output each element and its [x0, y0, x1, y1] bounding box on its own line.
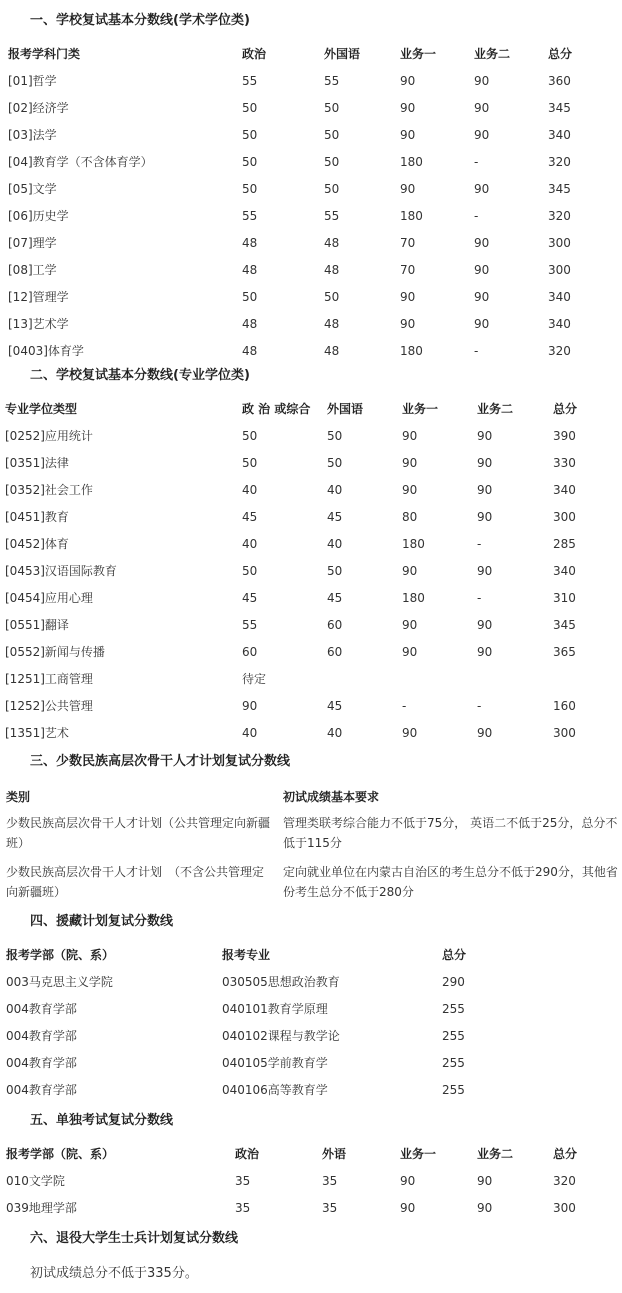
minority-row-1-requirement: 管理类联考综合能力不低于75分， 英语二不低于25分，总分不 低于115分 [283, 816, 618, 850]
header-cell: 业务一 [400, 1147, 437, 1161]
table-cell: [0351]法律 [5, 456, 69, 470]
table-header [0, 41, 622, 68]
table-header [0, 942, 622, 969]
table-cell: 90 [477, 618, 493, 632]
table-cell: 365 [553, 645, 576, 659]
table-cell: 55 [242, 74, 258, 88]
section-3-title: 三、少数民族高层次骨干人才计划复试分数线 [30, 754, 291, 769]
table-row [0, 230, 622, 257]
table-cell: 290 [442, 975, 465, 989]
table-cell: 55 [324, 209, 340, 223]
header-cell: 政 治 或综合 [242, 402, 311, 416]
table-cell: 48 [242, 344, 258, 358]
table-cell: [0551]翻译 [5, 618, 69, 632]
table-cell: 300 [553, 726, 576, 740]
table-cell: 50 [327, 564, 343, 578]
table-cell: 35 [235, 1201, 251, 1215]
table-cell: 180 [402, 537, 425, 551]
table-cell: 255 [442, 1056, 465, 1070]
table-cell: 90 [402, 456, 418, 470]
header-cell: 业务二 [477, 1147, 514, 1161]
header-cell: 总分 [548, 47, 573, 61]
section-5-title: 五、单独考试复试分数线 [30, 1113, 174, 1128]
table-cell: 90 [474, 74, 490, 88]
table-cell: 55 [242, 209, 258, 223]
header-cell: 业务二 [477, 402, 514, 416]
table-cell: 45 [327, 699, 343, 713]
table-cell: 70 [400, 263, 416, 277]
table-cell: 90 [400, 101, 416, 115]
minority-row-1-category: 少数民族高层次骨干人才计划（公共管理定向新疆 班） [6, 816, 271, 850]
table-cell: 340 [553, 483, 576, 497]
table-cell: 160 [553, 699, 576, 713]
minority-row-2-requirement: 定向就业单位在内蒙古自治区的考生总分不低于290分，其他省 份考生总分不低于280分 [283, 865, 618, 899]
table-row [0, 693, 622, 720]
table-cell: 40 [327, 537, 343, 551]
table-cell: 90 [474, 128, 490, 142]
section-4-title: 四、援藏计划复试分数线 [30, 914, 174, 929]
table-cell: 48 [324, 344, 340, 358]
table-cell: 55 [324, 74, 340, 88]
table-cell: 90 [474, 182, 490, 196]
table-cell: 90 [477, 510, 493, 524]
table-row [0, 558, 622, 585]
table-cell: 310 [553, 591, 576, 605]
table-cell: [04]教育学（不含体育学） [8, 155, 153, 169]
table-cell: 90 [400, 182, 416, 196]
table-cell: - [474, 155, 479, 169]
table-cell: 80 [402, 510, 418, 524]
table-cell: 45 [242, 510, 258, 524]
section-6-title: 六、退役大学生士兵计划复试分数线 [30, 1231, 239, 1246]
table-cell: [12]管理学 [8, 290, 69, 304]
table-cell: [1252]公共管理 [5, 699, 93, 713]
table-cell: 340 [548, 128, 571, 142]
header-cell: 外国语 [324, 47, 361, 61]
table-cell: 50 [324, 155, 340, 169]
header-cell: 报考专业 [222, 948, 271, 962]
table-cell: 300 [553, 1201, 576, 1215]
table-row [0, 666, 622, 693]
table-cell: 35 [322, 1174, 338, 1188]
table-cell: 300 [548, 236, 571, 250]
table-cell: 180 [400, 209, 423, 223]
header-cell: 专业学位类型 [5, 402, 78, 416]
header-category: 类别 [6, 790, 31, 804]
table-row [0, 1168, 622, 1195]
minority-row-2-category: 少数民族高层次骨干人才计划 （不含公共管理定 向新疆班） [6, 865, 265, 899]
table-row [0, 176, 622, 203]
table-cell: 50 [242, 182, 258, 196]
table-row [0, 149, 622, 176]
table-cell: 90 [477, 1201, 493, 1215]
table-cell: 40 [242, 537, 258, 551]
table-row [0, 284, 622, 311]
header-cell: 业务一 [402, 402, 439, 416]
table-cell: 90 [400, 317, 416, 331]
section-1-title: 一、学校复试基本分数线(学术学位类) [30, 13, 250, 28]
table-cell: 50 [327, 456, 343, 470]
table-cell: 待定 [242, 672, 267, 686]
table-cell: 90 [242, 699, 258, 713]
table-header [0, 396, 622, 423]
table-cell: 040102课程与教学论 [222, 1029, 340, 1043]
table-cell: 50 [242, 456, 258, 470]
table-cell: [0453]汉语国际教育 [5, 564, 117, 578]
table-cell: 040105学前教育学 [222, 1056, 328, 1070]
table-cell: [13]艺术学 [8, 317, 69, 331]
table-cell: 004教育学部 [6, 1056, 77, 1070]
table-cell: 50 [324, 290, 340, 304]
table-cell: 003马克思主义学院 [6, 975, 113, 989]
table-cell: 40 [242, 483, 258, 497]
table-cell: - [402, 699, 407, 713]
table-cell: 90 [477, 1174, 493, 1188]
table-cell: 010文学院 [6, 1174, 65, 1188]
table-cell: 039地理学部 [6, 1201, 77, 1215]
table-cell: [0552]新闻与传播 [5, 645, 105, 659]
table-row [0, 450, 622, 477]
table-cell: 90 [400, 74, 416, 88]
table-cell: [1251]工商管理 [5, 672, 93, 686]
table-row [0, 122, 622, 149]
table-cell: 48 [324, 236, 340, 250]
header-cell: 报考学科门类 [8, 47, 81, 61]
table-cell: 90 [400, 1174, 416, 1188]
table-row [0, 68, 622, 95]
table-cell: 320 [548, 155, 571, 169]
table-cell: 004教育学部 [6, 1002, 77, 1016]
table-cell: [0452]体育 [5, 537, 69, 551]
table-row [0, 1195, 622, 1222]
table-cell: 004教育学部 [6, 1029, 77, 1043]
table-cell: 48 [242, 317, 258, 331]
header-cell: 业务一 [400, 47, 437, 61]
header-cell: 政治 [235, 1147, 260, 1161]
table-row [0, 1077, 622, 1104]
table-cell: 90 [402, 645, 418, 659]
table-cell: 90 [400, 290, 416, 304]
table-row [0, 504, 622, 531]
header-cell: 外国语 [327, 402, 364, 416]
table-cell: 345 [553, 618, 576, 632]
table-cell: 50 [242, 290, 258, 304]
table-cell: 90 [474, 263, 490, 277]
header-cell: 总分 [553, 402, 578, 416]
table-cell: [0454]应用心理 [5, 591, 93, 605]
table-row [0, 477, 622, 504]
table-cell: 50 [242, 429, 258, 443]
table-cell: 360 [548, 74, 571, 88]
table-cell: 030505思想政治教育 [222, 975, 340, 989]
table-cell: [06]历史学 [8, 209, 69, 223]
table-cell: 40 [242, 726, 258, 740]
table-row [0, 423, 622, 450]
table-cell: 45 [327, 591, 343, 605]
table-cell: 90 [474, 101, 490, 115]
table-cell: [02]经济学 [8, 101, 69, 115]
table-cell: 60 [242, 645, 258, 659]
table-cell: 45 [242, 591, 258, 605]
table-cell: 330 [553, 456, 576, 470]
table-row [0, 311, 622, 338]
table-cell: 90 [402, 618, 418, 632]
table-cell: 70 [400, 236, 416, 250]
table-cell: 180 [400, 344, 423, 358]
table-cell: 320 [553, 1174, 576, 1188]
table-cell: 60 [327, 645, 343, 659]
table-cell: 390 [553, 429, 576, 443]
table-row [0, 203, 622, 230]
table-cell: 90 [477, 564, 493, 578]
table-cell: 340 [553, 564, 576, 578]
table-cell: 300 [548, 263, 571, 277]
table-cell: 50 [327, 429, 343, 443]
table-cell: - [477, 699, 482, 713]
table-cell: 55 [242, 618, 258, 632]
table-cell: 180 [402, 591, 425, 605]
table-cell: 50 [242, 564, 258, 578]
table-cell: [1351]艺术 [5, 726, 69, 740]
table-cell: 90 [474, 236, 490, 250]
table-cell: - [477, 537, 482, 551]
header-cell: 报考学部（院、系） [6, 948, 115, 962]
header-cell: 业务二 [474, 47, 511, 61]
table-row [0, 969, 622, 996]
table-cell: [07]理学 [8, 236, 57, 250]
table-cell: 90 [402, 726, 418, 740]
table-cell: 90 [400, 1201, 416, 1215]
table-cell: 255 [442, 1029, 465, 1043]
table-cell: 35 [235, 1174, 251, 1188]
table-row [0, 531, 622, 558]
table-cell: 40 [327, 483, 343, 497]
table-cell: - [474, 344, 479, 358]
table-cell: 040101教育学原理 [222, 1002, 328, 1016]
table-cell: 50 [324, 182, 340, 196]
header-cell: 总分 [553, 1147, 578, 1161]
header-cell: 总分 [442, 948, 467, 962]
table-cell: 90 [474, 290, 490, 304]
table-cell: [03]法学 [8, 128, 57, 142]
table-cell: 90 [400, 128, 416, 142]
table-cell: 320 [548, 344, 571, 358]
table-row [0, 612, 622, 639]
table-cell: 48 [242, 263, 258, 277]
table-cell: 345 [548, 101, 571, 115]
table-cell: 50 [324, 128, 340, 142]
table-row [0, 996, 622, 1023]
table-cell: [08]工学 [8, 263, 57, 277]
table-cell: 50 [324, 101, 340, 115]
table-cell: 90 [402, 429, 418, 443]
table-cell: 340 [548, 317, 571, 331]
table-cell: 90 [477, 726, 493, 740]
table-cell: 345 [548, 182, 571, 196]
table-cell: 90 [474, 317, 490, 331]
table-cell: 180 [400, 155, 423, 169]
table-cell: 40 [327, 726, 343, 740]
header-cell: 外语 [322, 1147, 347, 1161]
table-row [0, 585, 622, 612]
header-requirement: 初试成绩基本要求 [283, 790, 380, 804]
table-cell: 340 [548, 290, 571, 304]
table-cell: 320 [548, 209, 571, 223]
section-2-title: 二、学校复试基本分数线(专业学位类) [30, 368, 250, 383]
table-cell: [01]哲学 [8, 74, 57, 88]
table-cell: [0252]应用统计 [5, 429, 93, 443]
table-cell: 255 [442, 1083, 465, 1097]
table-cell: 90 [477, 483, 493, 497]
table-cell: [0403]体育学 [8, 344, 84, 358]
table-cell: 90 [477, 456, 493, 470]
table-cell: 48 [242, 236, 258, 250]
table-cell: 285 [553, 537, 576, 551]
table-row [0, 95, 622, 122]
table-cell: [0451]教育 [5, 510, 69, 524]
veteran-requirement-text: 初试成绩总分不低于335分。 [30, 1266, 198, 1281]
table-cell: 35 [322, 1201, 338, 1215]
table-cell: 50 [242, 128, 258, 142]
table-row [0, 257, 622, 284]
table-row [0, 1023, 622, 1050]
table-cell: 004教育学部 [6, 1083, 77, 1097]
table-cell: 45 [327, 510, 343, 524]
table-row [0, 1050, 622, 1077]
table-cell: 255 [442, 1002, 465, 1016]
table-row [0, 639, 622, 666]
table-cell: - [474, 209, 479, 223]
table-header [0, 1141, 622, 1168]
table-row [0, 720, 622, 747]
table-cell: 90 [477, 645, 493, 659]
header-cell: 政治 [242, 47, 267, 61]
table-cell: [0352]社会工作 [5, 483, 93, 497]
table-cell: 040106高等教育学 [222, 1083, 328, 1097]
table-cell: 48 [324, 263, 340, 277]
table-cell: 50 [242, 101, 258, 115]
table-cell: 60 [327, 618, 343, 632]
table-cell: - [477, 591, 482, 605]
table-cell: 90 [402, 564, 418, 578]
table-cell: 48 [324, 317, 340, 331]
table-cell: 90 [402, 483, 418, 497]
table-cell: [05]文学 [8, 182, 57, 196]
table-cell: 300 [553, 510, 576, 524]
table-cell: 90 [477, 429, 493, 443]
table-cell: 50 [242, 155, 258, 169]
table-row [0, 338, 622, 365]
header-cell: 报考学部（院、系） [6, 1147, 115, 1161]
